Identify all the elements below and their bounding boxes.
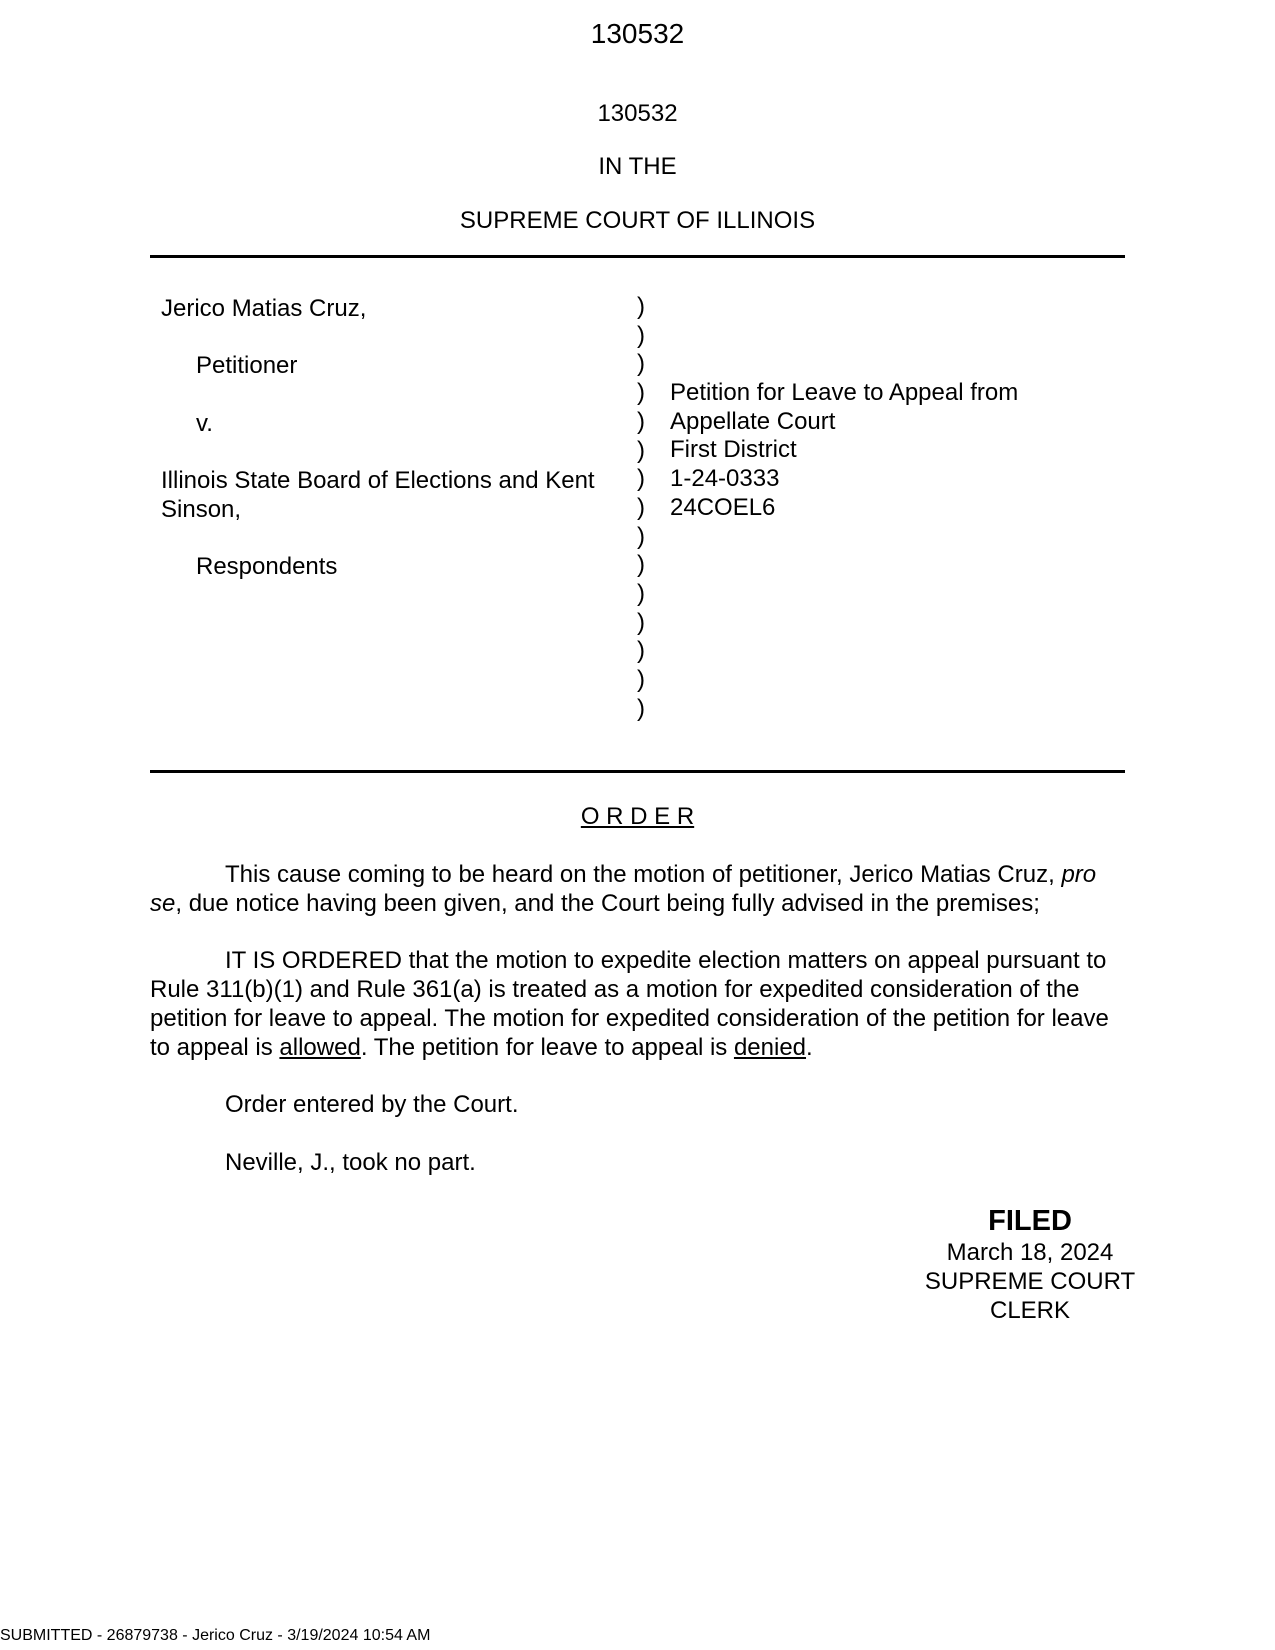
top-divider xyxy=(150,255,1125,258)
order-title xyxy=(0,803,1275,831)
paren: ) xyxy=(637,551,645,579)
paren: ) xyxy=(637,493,645,521)
order-paragraph-3 xyxy=(150,1090,1130,1119)
submission-footer: SUBMITTED - 26879738 - Jerico Cruz - 3/19/2024 10:54 AM xyxy=(0,1627,431,1644)
caption-parentheses xyxy=(637,293,645,724)
p1-text-a: This cause coming to be heard on the motion of petitioner, Jerico Matias Cruz, xyxy=(225,861,1062,888)
order-title-text: O R D E R xyxy=(580,803,695,830)
paren: ) xyxy=(637,350,645,378)
paren: ) xyxy=(637,608,645,636)
paren: ) xyxy=(637,321,645,349)
paren: ) xyxy=(637,637,645,665)
p2-text-end: . xyxy=(806,1034,813,1061)
p2-text-a: IT IS ORDERED that the motion to expedite election matters on appeal pursuant to Rule 311(b)(1) and Rule 361(a) is treated as a motion for expedited consideration of the petition for leave to appeal. The motion for expedited consideration of the petition for leave to appeal is xyxy=(150,947,1109,1061)
case-number: 130532 xyxy=(597,100,678,127)
paren: ) xyxy=(637,522,645,550)
filed-title: FILED xyxy=(988,1205,1072,1237)
order-paragraph-1 xyxy=(150,860,1130,918)
p1-italic-se: se xyxy=(150,890,176,917)
paren: ) xyxy=(637,465,645,493)
p3-text: Order entered by the Court. xyxy=(225,1091,519,1118)
respondent-role: Respondents xyxy=(196,553,338,580)
filed-date: March 18, 2024 xyxy=(946,1239,1114,1266)
case-origin-line: Appellate Court xyxy=(670,407,836,435)
paren: ) xyxy=(637,293,645,320)
paren: ) xyxy=(637,379,645,407)
court-name: SUPREME COURT OF ILLINOIS xyxy=(459,207,816,234)
respondent-line-1: Illinois State Board of Elections and Kent xyxy=(161,467,595,494)
top-case-number: 130532 xyxy=(590,18,685,49)
paren: ) xyxy=(637,666,645,694)
filed-stamp xyxy=(880,1204,1180,1325)
petitioner-role: Petitioner xyxy=(196,352,298,379)
case-origin-line: 24COEL6 xyxy=(670,493,776,521)
p1-italic-pro: pro xyxy=(1061,861,1097,888)
p1-text-b: , due notice having been given, and the Court being fully advised in the premises; xyxy=(175,890,1040,917)
order-paragraph-2 xyxy=(150,946,1130,1062)
case-origin-line: 1-24-0333 xyxy=(670,465,780,493)
case-origin-line: Petition for Leave to Appeal from xyxy=(670,379,1019,406)
paren: ) xyxy=(637,407,645,435)
order-paragraph-4 xyxy=(150,1148,1130,1177)
bottom-divider xyxy=(150,770,1125,773)
respondent-name xyxy=(161,466,621,524)
p2-denied: denied xyxy=(733,1034,807,1061)
p2-allowed: allowed xyxy=(279,1034,361,1061)
p4-text: Neville, J., took no part. xyxy=(225,1149,476,1176)
versus: v. xyxy=(196,410,213,437)
in-the-heading: IN THE xyxy=(598,153,677,180)
petitioner-name: Jerico Matias Cruz, xyxy=(161,295,367,322)
filed-clerk: CLERK xyxy=(989,1297,1071,1324)
respondent-line-2: Sinson, xyxy=(161,496,242,523)
case-origin-line: First District xyxy=(670,436,797,464)
paren: ) xyxy=(637,580,645,608)
paren: ) xyxy=(637,694,645,722)
paren: ) xyxy=(637,436,645,464)
case-origin xyxy=(670,379,1018,523)
p2-text-b: . The petition for leave to appeal is xyxy=(360,1034,734,1061)
filed-court: SUPREME COURT xyxy=(924,1268,1136,1295)
